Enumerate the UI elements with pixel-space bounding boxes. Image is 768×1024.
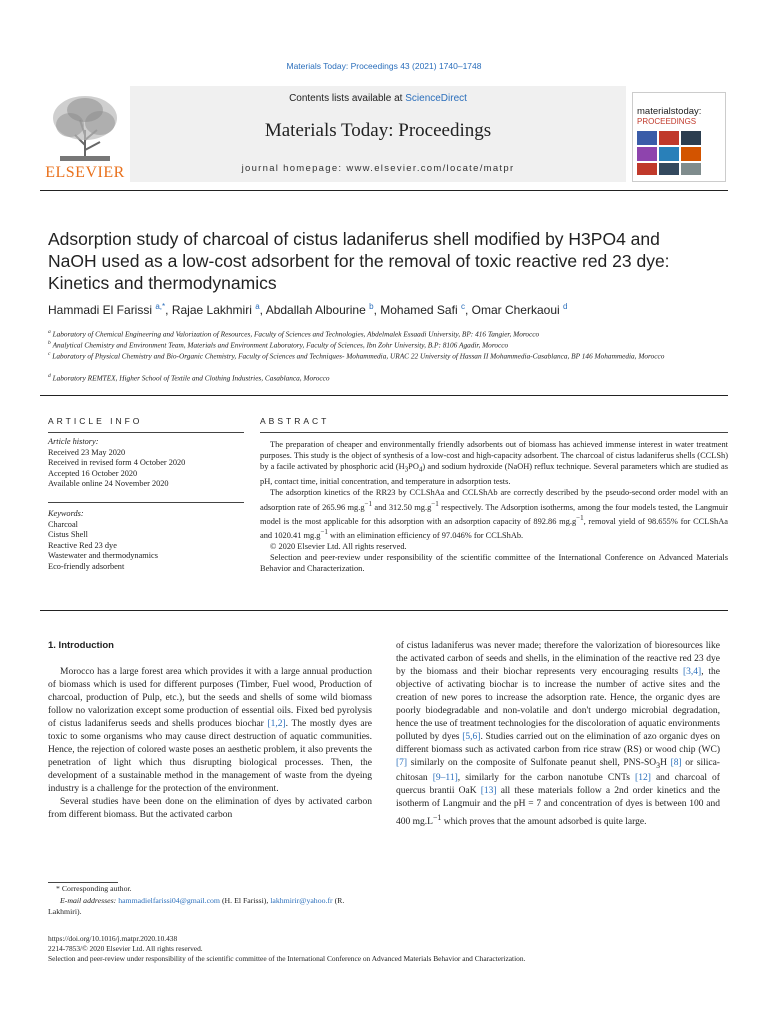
journal-title: Materials Today: Proceedings — [264, 120, 492, 141]
author-2[interactable]: Rajae Lakhmiri — [171, 303, 252, 317]
contents-line: Contents lists available at ScienceDirect — [289, 93, 467, 104]
author-5-affil[interactable]: d — [563, 302, 568, 311]
article-info-heading: ARTICLE INFO — [48, 416, 143, 426]
header-rule — [40, 190, 728, 191]
ref-3-4[interactable]: [3,4] — [683, 667, 702, 677]
abstract-heading: ABSTRACT — [260, 416, 330, 426]
keyword-item: Charcoal — [48, 519, 78, 529]
keywords-label: Keywords: — [48, 509, 84, 518]
abstract-rule — [260, 432, 728, 433]
ref-5-6[interactable]: [5,6] — [462, 732, 481, 742]
corresponding-author-note: * Corresponding author. — [56, 884, 132, 893]
affiliation-b: $^b$ Analytical Chemistry and Environment Team, Materials and Environment Laboratory, Faculty of Sciences, Ibn Zohr University, B.P: 8106 Agadir, Morocco — [48, 340, 509, 350]
cover-mosaic-icon — [635, 129, 726, 182]
abstract-paragraph-2: The adsorption kinetics of the RR23 by CCLShAa and CCLShAb are correctly described by the pseudo-second order model with an adsorption rate of 265.96 $mg.g^{-1}$ and 312.50 $mg.g^{-1}$ respectively. The Adsorption isotherms, among the four models tested, the Langmuir model is the most applicable for this adsorption with an adsorption capacity of 892.86 $mg.g^{-1}$, removal yield of 98.655% for CCLShAa and 1020.41 $mg.g^{-1}$ with an elimination efficiency of 97.046% for CCLShAb. — [260, 488, 728, 540]
cover-subtitle: PROCEEDINGS — [637, 117, 697, 126]
abstract-paragraph-1: The preparation of cheaper and environmentally friendly adsorbents out of biomass has achieved immense interest in water treatment purposes. This study is the object of synthesis of a low-cost and high-capacity adsorbent. The charcoal of cistus ladaniferus shells (CCLSh) by a facile activated by phosphoric acid $(H_3PO_4)$ and sodium hydroxide (NaOH) reflux technique. Several parameters which are studied as pH, contact time, initial concentration, and temperature in adsorption tests. — [260, 440, 728, 487]
author-3[interactable]: Abdallah Albourine — [265, 303, 366, 317]
author-1-affil[interactable]: a,* — [155, 302, 166, 311]
keywords-block — [48, 509, 248, 572]
journal-homepage: journal homepage: www.elsevier.com/locate/matpr — [241, 163, 515, 174]
ref-7[interactable]: [7] — [396, 758, 408, 768]
affiliation-rule — [40, 395, 728, 396]
abstract-copyright: © 2020 Elsevier Ltd. All rights reserved. — [270, 541, 407, 551]
article-history — [48, 437, 248, 490]
ref-9-11[interactable]: [9–11] — [432, 772, 458, 783]
affiliation-d: $^d$ Laboratory REMTEX, Higher School of Textile and Clothing Industries, Casablanca, Morocco — [48, 373, 330, 383]
intro-paragraph-1: Morocco has a large forest area which provides it with a large annual production of biomass which is used for different purposes (Timber, Fuel wood, Production of charcoal, production of Pulp, etc.), but the seeds and shells of some wild biomass follow no valorization except some production of essential oils. Fixed bed pyrolysis of cistus ladaniferus seeds and shells produces biochar [1,2]. The mostly dyes are toxic to some organisms who may cause direct destruction of aquatic communities. Hence, the rejection of colored waste poses an aesthetic problem, it also prevents the penetration of light which thus disrupting biological processes. Then, the development of a sustainable method in the management of waste from the dyeing industry is a challenge for the protection of the environment. — [48, 667, 372, 794]
history-revised: Received in revised form 4 October 2020 — [48, 458, 186, 467]
author-4[interactable]: Mohamed Safi — [380, 303, 458, 317]
intro-paragraph-3: of cistus ladaniferus was never made; therefore the valorization of bioresources like the activated carbon of seeds and shells, in the elimination of the reactive red 23 dye by the biomass and their biochar represents very encouraging results [3,4], the objective of activating biochar is to increase the number of active sites and the creation of new pores to increase the adsorption rate. Hence, the organic dyes are poorly biodegradable and non-volatile and don't undergo microbial degradation, hence the use of treatment technologies for the discoloration of aquatic environments polluted by dyes [5,6]. Studies carried out on the elimination of azo organic dyes on different biomass such as activated carbon from rice straw (RS) or wood chip (WC) [7] similarly on the composite of Sulfonate peanut shell, PNS-$SO_3H$ [8] or silica-chitosan [9–11], similarly for the carbon nanotube CNTs [12] and charcoal of quercus brantii OaK [13] all these materials follow a 2nd order kinetics and the isotherm of Langmuir and the pH = 7 and concentration of dyes is between 100 and 400 $mg.L^{-1}$ which proves that the amount adsorbed is quite large. — [396, 641, 720, 828]
cover-title: materialstoday: — [637, 106, 702, 117]
author-3-affil[interactable]: b — [369, 302, 374, 311]
info-rule — [48, 432, 244, 433]
author-4-affil[interactable]: c — [460, 302, 465, 311]
abstract-selection: Selection and peer-review under responsibility of the scientific committee of the International Conference on Advanced Materials Behavior and Characterization. — [260, 552, 728, 574]
doi-link[interactable]: https://doi.org/10.1016/j.matpr.2020.10.438 — [48, 934, 178, 943]
author-list: Hammadi El Farissi $^{a,*}$, Rajae Lakhmiri $^a$, Abdallah Albourine $^b$, Mohamed Safi $^c$, Omar Cherkaoui $^d$ — [48, 302, 568, 317]
history-accepted: Accepted 16 October 2020 — [48, 468, 138, 478]
ref-8[interactable]: [8] — [670, 758, 682, 768]
intro-paragraph-2: Several studies have been done on the elimination of dyes by activated carbon from different biomass. But the activated carbon — [48, 797, 372, 820]
elsevier-logo — [40, 90, 130, 182]
email-link-farissi[interactable]: hammadielfarissi04@gmail.com — [118, 896, 220, 905]
history-received: Received 23 May 2020 — [48, 447, 126, 457]
journal-citation[interactable]: Materials Today: Proceedings 43 (2021) 1740–1748 — [286, 61, 482, 71]
keyword-item: Reactive Red 23 dye — [48, 540, 117, 550]
keyword-item: Cistus Shell — [48, 530, 88, 539]
history-online: Available online 24 November 2020 — [48, 479, 169, 488]
journal-cover-thumbnail[interactable] — [632, 92, 726, 182]
ref-12[interactable]: [12] — [635, 772, 651, 783]
author-1[interactable]: Hammadi El Farissi — [48, 303, 153, 317]
article-title: Adsorption study of charcoal of cistus ladaniferus shell modified by H3PO4 and NaOH used as a low-cost adsorbent for the removal of toxic reactive red 23 dye: Kinetics and thermodynamics — [48, 229, 670, 293]
sciencedirect-link[interactable]: ScienceDirect — [405, 93, 467, 104]
homepage-link[interactable]: www.elsevier.com/locate/matpr — [346, 163, 515, 174]
author-2-affil[interactable]: a — [255, 302, 260, 311]
footnote-rule — [48, 882, 118, 883]
email-addresses: E-mail addresses: hammadielfarissi04@gmail.com (H. El Farissi), lakhmirir@yahoo.fr (R. Lakhmiri). — [48, 896, 345, 916]
keyword-item: Wastewater and thermodynamics — [48, 551, 158, 560]
footer-selection: Selection and peer-review under responsibility of the scientific committee of the International Conference on Advanced Materials Behavior and Characterization. — [48, 954, 526, 963]
abstract-body — [260, 439, 728, 574]
affiliation-c: $^c$ Laboratory of Physical Chemistry and Bio-Organic Chemistry, Faculty of Sciences and Techniques- Mohammedia, URAC 22 University of Hassan II Mohammedia-Casablanca, BP 146 Mohammedia, Morocco — [48, 351, 665, 361]
abstract-bottom-rule — [40, 610, 728, 611]
affiliation-a: $^a$ Laboratory of Chemical Engineering and Valorization of Resources, Faculty of Sciences and Technologies, Abdelmalek Essaadi University, BP: 416 Tangier, Morocco — [48, 329, 540, 339]
history-label: Article history: — [48, 437, 99, 446]
ref-13[interactable]: [13] — [480, 785, 497, 796]
email-link-lakhmiri[interactable]: lakhmirir@yahoo.fr — [270, 896, 333, 905]
issn-line: 2214-7853/© 2020 Elsevier Ltd. All rights reserved. — [48, 944, 203, 953]
section-heading-introduction: 1. Introduction — [48, 640, 114, 651]
publisher-name: ELSEVIER — [45, 164, 125, 181]
intro-right-column — [396, 640, 720, 829]
intro-left-column — [48, 666, 372, 822]
author-5[interactable]: Omar Cherkaoui — [471, 303, 560, 317]
ref-1-2[interactable]: [1,2] — [267, 719, 286, 729]
keywords-rule — [48, 502, 244, 503]
keyword-item: Eco-friendly adsorbent — [48, 561, 125, 571]
